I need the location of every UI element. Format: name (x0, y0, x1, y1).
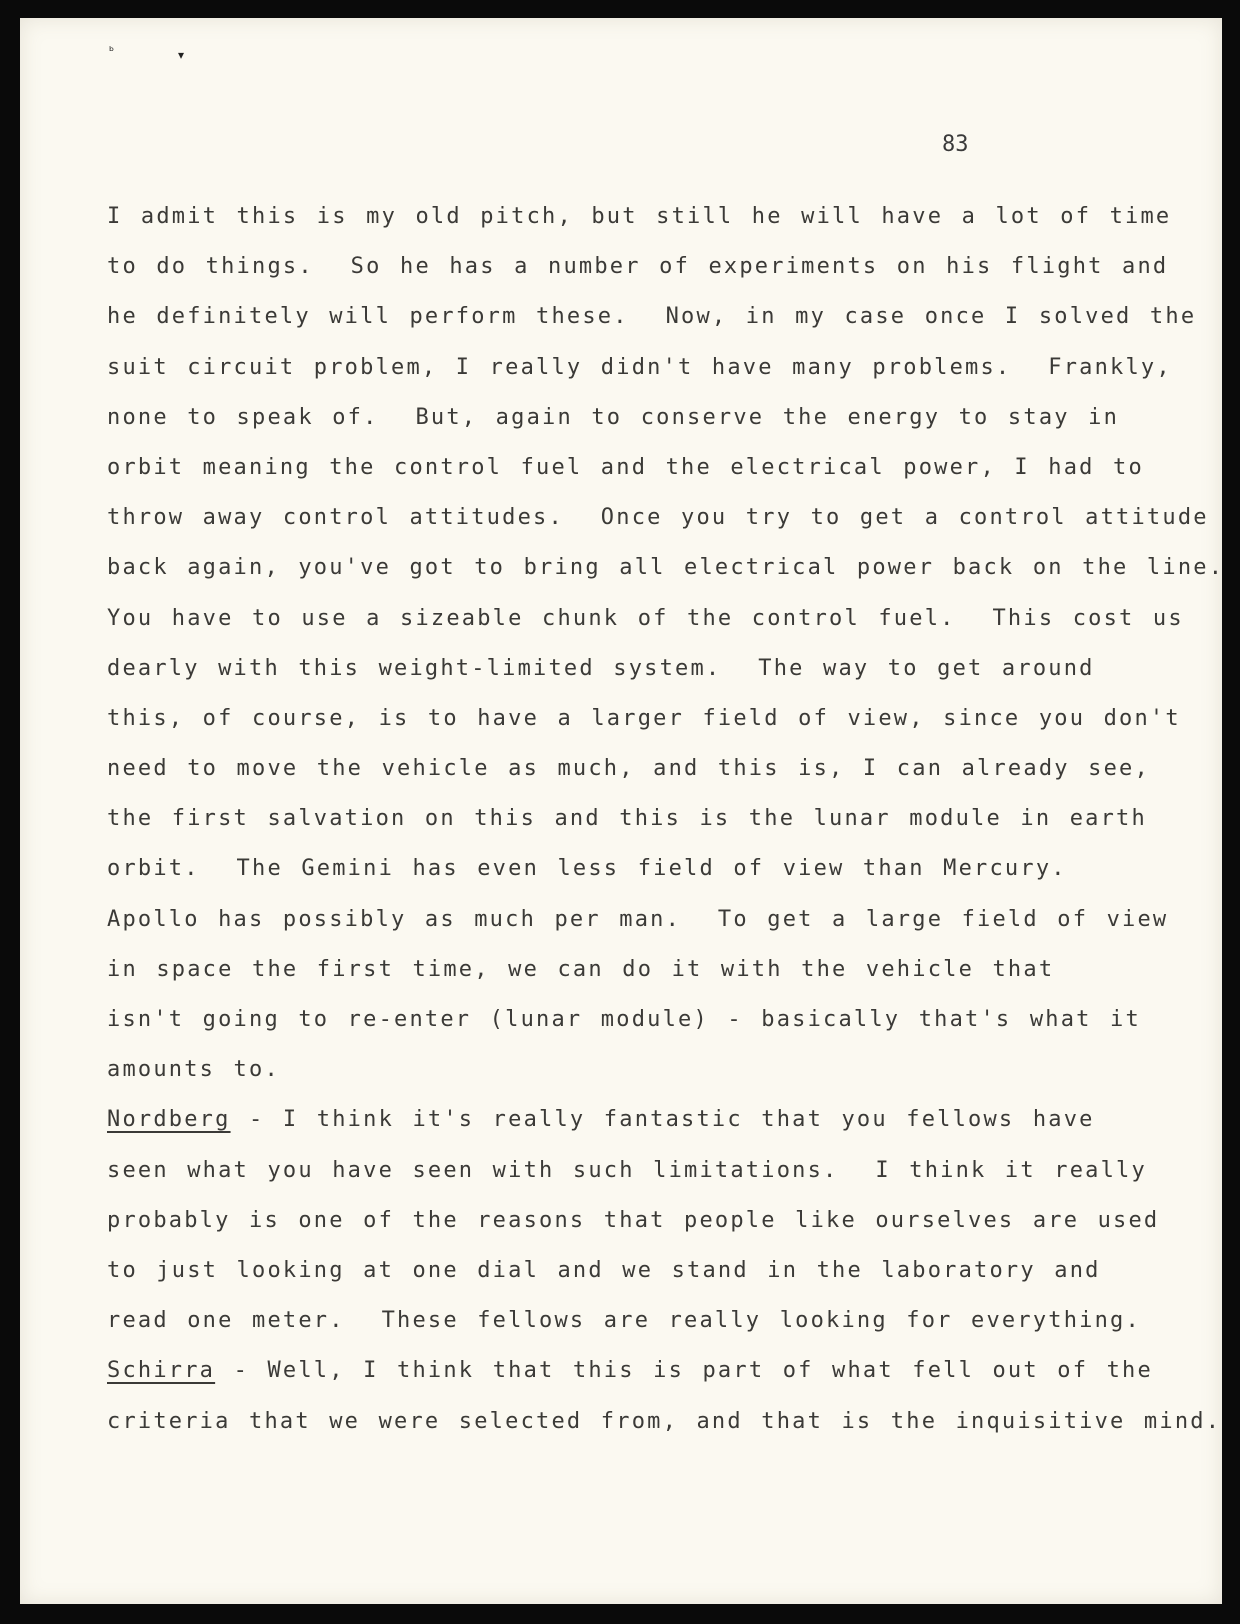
typewritten-page (20, 18, 1225, 1604)
text-line: orbit meaning the control fuel and the electrical power, I had to (107, 454, 1144, 480)
text-line: amounts to. (107, 1057, 280, 1083)
text-line: read one meter. These fellows are really looking for everything. (107, 1308, 1141, 1334)
text-line: the first salvation on this and this is the lunar module in earth (107, 806, 1147, 832)
page-number: 83 (942, 132, 969, 157)
corner-mark-right: ▾ (178, 48, 185, 62)
text-line: dearly with this weight-limited system. The way to get around (107, 655, 1095, 681)
text-line: You have to use a sizeable chunk of the control fuel. This cost us (107, 605, 1184, 631)
text-line: none to speak of. But, again to conserve the energy to stay in (107, 404, 1120, 430)
text-line: criteria that we were selected from, and that is the inquisitive mind. (107, 1408, 1222, 1434)
speaker-line: Nordberg - I think it's really fantastic that you fellows have (107, 1107, 1095, 1133)
transcript-body (107, 192, 1237, 1447)
text-line: need to move the vehicle as much, and this is, I can already see, (107, 756, 1150, 782)
text-line: probably is one of the reasons that people like ourselves are used (107, 1207, 1160, 1233)
text-line: this, of course, is to have a larger field of view, since you don't (107, 705, 1181, 731)
text-line: to do things. So he has a number of experiments on his flight and (107, 254, 1169, 280)
speaker-name: Schirra (107, 1358, 216, 1384)
text-line: orbit. The Gemini has even less field of view than Mercury. (107, 856, 1067, 882)
text-line: in space the first time, we can do it with the vehicle that (107, 956, 1055, 982)
text-line: throw away control attitudes. Once you try to get a control attitude (107, 505, 1209, 531)
speaker-line: Schirra - Well, I think that this is part of what fell out of the (107, 1358, 1153, 1384)
corner-mark-left: ᵇ (109, 44, 115, 58)
text-line: to just looking at one dial and we stand in the laboratory and (107, 1257, 1101, 1283)
text-line: back again, you've got to bring all electrical power back on the line. (107, 555, 1225, 581)
text-line: seen what you have seen with such limitations. I think it really (107, 1157, 1147, 1183)
text-line: suit circuit problem, I really didn't have many problems. Frankly, (107, 354, 1172, 380)
speaker-name: Nordberg (107, 1107, 231, 1133)
text-line: he definitely will perform these. Now, in my case once I solved the (107, 304, 1197, 330)
text-line: Apollo has possibly as much per man. To get a large field of view (107, 906, 1169, 932)
text-line: I admit this is my old pitch, but still he will have a lot of time (107, 204, 1172, 229)
text-line: isn't going to re-enter (lunar module) - basically that's what it (107, 1007, 1141, 1032)
